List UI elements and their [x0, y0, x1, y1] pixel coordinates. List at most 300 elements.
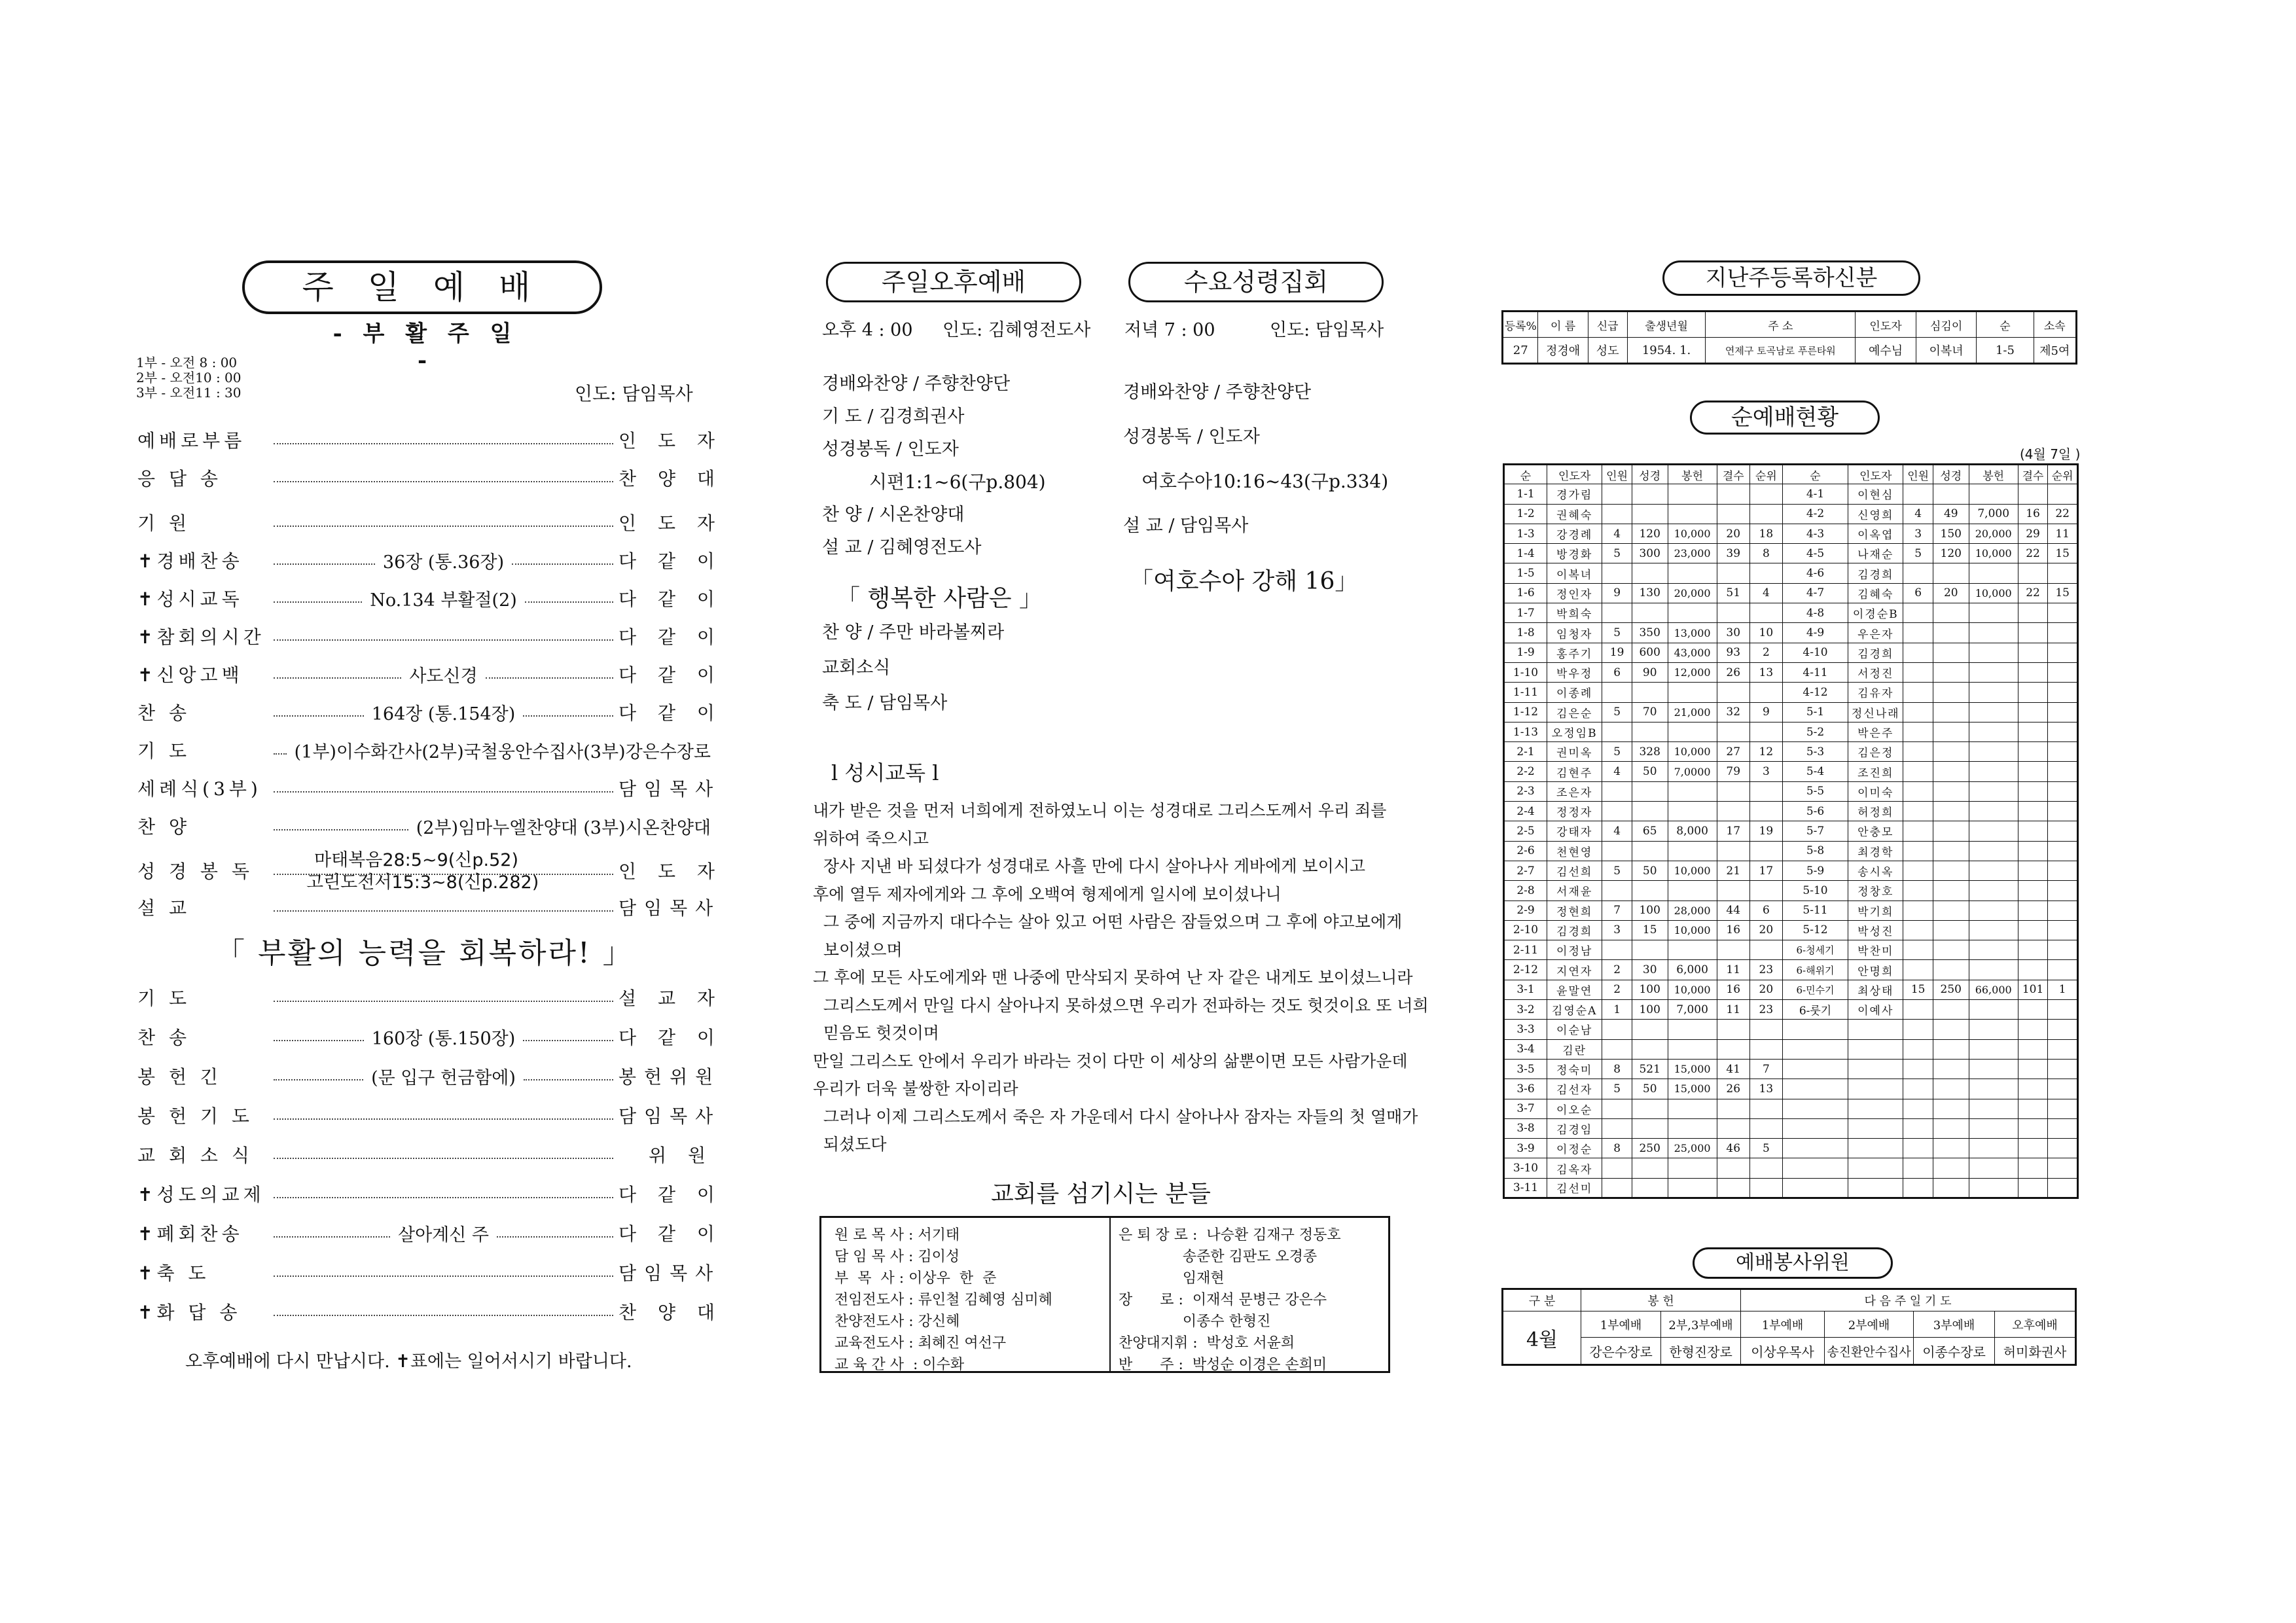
- table-cell: [1848, 1118, 1903, 1138]
- table-cell: 27: [1717, 742, 1749, 762]
- header-cell: 순위: [1749, 465, 1782, 484]
- order-label: 찬 송: [137, 1027, 190, 1048]
- table-cell: [1969, 1099, 2018, 1118]
- table-cell: 천현영: [1547, 841, 1602, 861]
- table-cell: [1749, 802, 1782, 821]
- table-cell: 이미숙: [1848, 781, 1903, 801]
- table-cell: 3: [1749, 762, 1782, 781]
- order-label: ✝화 답 송: [137, 1302, 242, 1323]
- dot-leader: [523, 1040, 613, 1041]
- header-cell: 순: [1504, 465, 1547, 484]
- table-cell: 90: [1632, 662, 1668, 682]
- order-label: 찬 송: [137, 702, 190, 724]
- table-cell: 22: [2048, 504, 2078, 524]
- registration-table: [1501, 310, 2077, 365]
- servants-box: [819, 1216, 1390, 1373]
- order-row: [137, 1061, 721, 1090]
- table-cell: [1903, 802, 1933, 821]
- table-cell: [1933, 563, 1969, 583]
- table-cell: [1848, 1139, 1903, 1158]
- table-cell: [1632, 603, 1668, 623]
- table-cell: [1632, 563, 1668, 583]
- service-committee-table: [1501, 1288, 2077, 1366]
- order-responsible: 인 도 자: [619, 512, 723, 534]
- header-cell: 봉헌: [1668, 465, 1717, 484]
- order-row: [137, 508, 723, 537]
- sub-header: 2부예배: [1825, 1311, 1914, 1338]
- table-cell: 2-3: [1504, 781, 1547, 801]
- table-cell: 5: [1602, 623, 1632, 643]
- order-responsible: 봉헌위원: [619, 1066, 721, 1088]
- header-cell: 심김이: [1916, 312, 1977, 338]
- table-row: [1504, 821, 2078, 841]
- afternoon-item: 경배와찬양 / 주향찬양단: [822, 374, 1011, 394]
- dot-leader: [274, 1197, 613, 1198]
- table-cell: [2048, 1099, 2078, 1118]
- table-cell: 7: [1749, 1059, 1782, 1079]
- service-value: 강은수장로: [1581, 1338, 1661, 1365]
- table-cell: 임청자: [1547, 623, 1602, 643]
- table-cell: 서재윤: [1547, 881, 1602, 901]
- table-cell: 2-9: [1504, 901, 1547, 920]
- table-cell: 16: [1717, 980, 1749, 999]
- table-cell: [2048, 683, 2078, 702]
- table-cell: 8: [1749, 544, 1782, 563]
- table-row: [1504, 980, 2078, 999]
- table-cell: [2018, 702, 2048, 722]
- table-cell: [2018, 861, 2048, 880]
- order-row: [137, 463, 723, 492]
- sub-header: 2부,3부예배: [1661, 1311, 1741, 1338]
- table-cell: [1969, 1039, 2018, 1059]
- header-offering: 봉 헌: [1581, 1289, 1741, 1311]
- table-cell: 2-8: [1504, 881, 1547, 901]
- table-cell: 8,000: [1668, 821, 1717, 841]
- table-cell: [1933, 722, 1969, 741]
- table-cell: 10,000: [1668, 524, 1717, 543]
- table-cell: 2-6: [1504, 841, 1547, 861]
- order-detail: 사도신경: [409, 666, 478, 687]
- servant-line: 이종수 한형진: [1119, 1313, 1271, 1330]
- dot-leader: [274, 753, 287, 755]
- service-value: 허미화권사: [1995, 1338, 2076, 1365]
- table-cell: [1749, 1099, 1782, 1118]
- table-cell: 5: [1903, 544, 1933, 563]
- table-cell: 300: [1632, 544, 1668, 563]
- table-cell: 93: [1717, 643, 1749, 662]
- table-cell: [2018, 603, 2048, 623]
- table-cell: [2018, 781, 2048, 801]
- table-cell: [1668, 1118, 1717, 1138]
- table-cell: 5-3: [1782, 742, 1848, 762]
- header-cell: 순위: [2048, 465, 2078, 484]
- table-cell: 5-6: [1782, 802, 1848, 821]
- table-cell: 1954. 1.: [1627, 338, 1706, 364]
- table-cell: 11: [1717, 960, 1749, 980]
- order-row: [137, 1022, 723, 1051]
- table-cell: 4: [1602, 524, 1632, 543]
- table-cell: [1717, 504, 1749, 524]
- table-cell: [1717, 781, 1749, 801]
- table-cell: [1848, 1039, 1903, 1059]
- table-cell: [1933, 1099, 1969, 1118]
- table-cell: [1602, 603, 1632, 623]
- table-cell: 41: [1717, 1059, 1749, 1079]
- header-cell: 등록%: [1503, 312, 1538, 338]
- order-responsible: 다 같 이: [619, 664, 723, 686]
- table-cell: 김경희: [1848, 643, 1903, 662]
- table-cell: 50: [1632, 762, 1668, 781]
- afternoon-sermon: 「 행복한 사람은 」: [836, 585, 1043, 612]
- table-cell: [1749, 781, 1782, 801]
- table-cell: 6-해위기: [1782, 960, 1848, 980]
- reading-line: 그리스도께서 만일 다시 살아나지 못하셨으면 우리가 전파하는 것도 헛것이요 또 너희: [813, 995, 1429, 1015]
- table-cell: 김혜숙: [1848, 583, 1903, 603]
- table-cell: [1969, 484, 2018, 504]
- table-cell: 이오순: [1547, 1099, 1602, 1118]
- dot-leader: [274, 563, 375, 565]
- table-cell: [2018, 643, 2048, 662]
- table-cell: [1717, 841, 1749, 861]
- table-cell: [2048, 841, 2078, 861]
- header-cell: 인도자: [1856, 312, 1916, 338]
- table-cell: 3-2: [1504, 1000, 1547, 1020]
- table-cell: [1749, 683, 1782, 702]
- table-cell: [1933, 960, 1969, 980]
- table-cell: 1-11: [1504, 683, 1547, 702]
- table-cell: 39: [1717, 544, 1749, 563]
- scripture-1: 마태복음28:5~9(신p.52): [314, 850, 518, 870]
- table-cell: [1668, 1099, 1717, 1118]
- table-cell: [1903, 861, 1933, 880]
- order-detail: 살아계신 주: [398, 1224, 489, 1245]
- table-cell: [1933, 841, 1969, 861]
- table-cell: [2048, 484, 2078, 504]
- table-cell: 2-2: [1504, 762, 1547, 781]
- table-cell: [1903, 1079, 1933, 1099]
- table-cell: [1749, 940, 1782, 960]
- table-cell: 10: [1749, 623, 1782, 643]
- table-cell: [1602, 1178, 1632, 1198]
- table-cell: [1903, 841, 1933, 861]
- table-cell: 23: [1749, 960, 1782, 980]
- dot-leader: [274, 1040, 364, 1041]
- table-cell: [1668, 881, 1717, 901]
- dot-leader: [525, 601, 613, 603]
- reading-line: 우리가 더욱 불쌍한 자이리라: [813, 1079, 1018, 1098]
- table-cell: [1668, 504, 1717, 524]
- table-cell: [1933, 940, 1969, 960]
- afternoon-item: 설 교 / 김혜영전도사: [822, 537, 982, 558]
- table-cell: 3: [1602, 920, 1632, 940]
- table-cell: [2018, 802, 2048, 821]
- table-cell: 4-5: [1782, 544, 1848, 563]
- table-row: [1504, 1178, 2078, 1198]
- table-cell: [1903, 643, 1933, 662]
- table-row: [1504, 1099, 2078, 1118]
- table-cell: [1632, 1158, 1668, 1178]
- table-cell: 박은주: [1848, 722, 1903, 741]
- table-cell: [1969, 603, 2018, 623]
- table-cell: [1749, 1118, 1782, 1138]
- table-cell: [1903, 920, 1933, 940]
- table-cell: 5-1: [1782, 702, 1848, 722]
- table-cell: [1632, 1039, 1668, 1059]
- servant-line: 원 로 목 사 : 서기태: [834, 1227, 960, 1243]
- table-cell: [1717, 603, 1749, 623]
- table-cell: [1602, 1039, 1632, 1059]
- table-row: [1504, 742, 2078, 762]
- table-cell: 지연자: [1547, 960, 1602, 980]
- table-cell: 김경임: [1547, 1118, 1602, 1138]
- table-cell: [1903, 484, 1933, 504]
- table-cell: 이경순B: [1848, 603, 1903, 623]
- table-cell: [1632, 802, 1668, 821]
- table-cell: [1602, 1118, 1632, 1138]
- table-cell: [1903, 722, 1933, 741]
- table-cell: 4-12: [1782, 683, 1848, 702]
- table-cell: 29: [2018, 524, 2048, 543]
- table-cell: [1717, 1020, 1749, 1039]
- table-cell: 김영순A: [1547, 1000, 1602, 1020]
- table-cell: 권미옥: [1547, 742, 1602, 762]
- table-cell: [2018, 1158, 2048, 1178]
- table-cell: 15: [2048, 544, 2078, 563]
- table-cell: 9: [1602, 583, 1632, 603]
- table-cell: 4: [1749, 583, 1782, 603]
- table-cell: [1903, 1020, 1933, 1039]
- table-cell: 30: [1717, 623, 1749, 643]
- table-row: [1504, 1118, 2078, 1138]
- sub-header: 1부예배: [1741, 1311, 1825, 1338]
- table-cell: 100: [1632, 901, 1668, 920]
- table-cell: 65: [1632, 821, 1668, 841]
- table-cell: 16: [1717, 920, 1749, 940]
- afternoon-order: [822, 368, 1046, 564]
- table-cell: 이복녀: [1916, 338, 1977, 364]
- table-cell: 6-룻기: [1782, 1000, 1848, 1020]
- table-cell: 10,000: [1668, 920, 1717, 940]
- table-row: [1504, 702, 2078, 722]
- table-cell: [1933, 1158, 1969, 1178]
- table-cell: [1848, 1020, 1903, 1039]
- order-responsible: 다 같 이: [619, 1223, 723, 1245]
- table-cell: [2048, 781, 2078, 801]
- table-cell: [1668, 1020, 1717, 1039]
- table-cell: 13: [1749, 1079, 1782, 1099]
- table-cell: 조은자: [1547, 781, 1602, 801]
- dot-leader: [274, 639, 613, 641]
- table-cell: [1969, 841, 2018, 861]
- table-cell: [1668, 722, 1717, 741]
- header-cell: 봉헌: [1969, 465, 2018, 484]
- table-cell: [1933, 1039, 1969, 1059]
- table-cell: 11: [2048, 524, 2078, 543]
- table-cell: [1933, 802, 1969, 821]
- dot-leader: [274, 791, 613, 793]
- table-cell: [1969, 702, 2018, 722]
- order-responsible: 찬 양 대: [619, 1302, 723, 1323]
- table-cell: [1717, 484, 1749, 504]
- table-cell: [2048, 1059, 2078, 1079]
- table-row: [1504, 722, 2078, 741]
- table-cell: [1602, 1020, 1632, 1039]
- table-cell: 강태자: [1547, 821, 1602, 841]
- order-label: ✝성도의교제: [137, 1184, 265, 1205]
- header-cell: 인원: [1602, 465, 1632, 484]
- table-cell: 정인자: [1547, 583, 1602, 603]
- table-cell: 4-7: [1782, 583, 1848, 603]
- service-leader: 인도: 담임목사: [575, 383, 693, 404]
- table-cell: [1602, 1158, 1632, 1178]
- table-cell: 이현심: [1848, 484, 1903, 504]
- table-cell: [1969, 861, 2018, 880]
- order-label: 응 답 송: [137, 468, 222, 490]
- time-2: 2부 - 오전10 : 00: [136, 370, 242, 385]
- reading-line: 장사 지낸 바 되셨다가 성경대로 사흘 만에 다시 살아나사 게바에게 보이시고: [813, 857, 1366, 876]
- servants-left: [834, 1224, 1052, 1376]
- table-cell: [1903, 662, 1933, 682]
- wednesday-sermon: 「여호수아 강해 16」: [1130, 568, 1359, 595]
- table-cell: [1602, 841, 1632, 861]
- reading-line: 만일 그리스도 안에서 우리가 바라는 것이 다만 이 세상의 삶뿐이면 모든 사람가운데: [813, 1051, 1408, 1071]
- header-cell: 인도자: [1848, 465, 1903, 484]
- dot-leader: [486, 677, 613, 679]
- order-label: 봉 헌 기 도: [137, 1105, 253, 1127]
- table-cell: 120: [1632, 524, 1668, 543]
- table-cell: [1782, 1059, 1848, 1079]
- table-cell: 4-2: [1782, 504, 1848, 524]
- table-cell: 15: [1903, 980, 1933, 999]
- table-cell: 5: [1602, 861, 1632, 880]
- order-label: 기 원: [137, 512, 190, 534]
- table-cell: 1-5: [1504, 563, 1547, 583]
- table-cell: [1632, 881, 1668, 901]
- servant-line: 찬양전도사 : 강신혜: [834, 1313, 960, 1330]
- table-cell: 3-9: [1504, 1139, 1547, 1158]
- servant-line: 전임전도사 : 류인철 김혜영 심미혜: [834, 1292, 1052, 1308]
- table-cell: [1668, 1178, 1717, 1198]
- table-cell: 5-12: [1782, 920, 1848, 940]
- order-detail: 164장 (통.154장): [371, 704, 516, 724]
- table-cell: [1749, 1178, 1782, 1198]
- order-responsible: 다 같 이: [619, 1184, 723, 1205]
- table-cell: [2048, 1178, 2078, 1198]
- table-row: [1503, 338, 2077, 364]
- responsive-reading-title: l 성시교독 l: [831, 760, 939, 785]
- table-cell: 4-6: [1782, 563, 1848, 583]
- table-cell: [1933, 1139, 1969, 1158]
- table-cell: 7,000: [1969, 504, 2018, 524]
- table-cell: [1969, 1000, 2018, 1020]
- table-cell: [1933, 643, 1969, 662]
- table-cell: 20: [1749, 980, 1782, 999]
- table-cell: [1602, 881, 1632, 901]
- table-cell: [1903, 1158, 1933, 1178]
- table-cell: 17: [1717, 821, 1749, 841]
- table-cell: 30: [1632, 960, 1668, 980]
- table-cell: 32: [1717, 702, 1749, 722]
- reading-line: 그러나 이제 그리스도께서 죽은 자 가운데서 다시 살아나사 잠자는 자들의 첫 열매가: [813, 1107, 1418, 1126]
- wednesday-time: 저녁 7 : 00: [1124, 320, 1215, 340]
- table-cell: 4-9: [1782, 623, 1848, 643]
- table-cell: [2048, 702, 2078, 722]
- table-cell: 4-1: [1782, 484, 1848, 504]
- table-cell: [1933, 1000, 1969, 1020]
- header-cell: 소속: [2034, 312, 2076, 338]
- table-cell: 8: [1602, 1059, 1632, 1079]
- table-cell: 13: [1749, 662, 1782, 682]
- table-cell: [2018, 841, 2048, 861]
- table-cell: 15,000: [1668, 1079, 1717, 1099]
- order-row: [137, 893, 721, 921]
- table-cell: 3-6: [1504, 1079, 1547, 1099]
- servants-title: 교회를 섬기시는 분들: [991, 1181, 1211, 1207]
- order-label: 찬 양: [137, 816, 190, 838]
- table-cell: [2018, 762, 2048, 781]
- table-cell: [1903, 781, 1933, 801]
- table-cell: [1969, 662, 2018, 682]
- dot-leader: [274, 1158, 613, 1159]
- table-cell: [1933, 742, 1969, 762]
- sub-header: 3부예배: [1914, 1311, 1995, 1338]
- table-cell: [2048, 920, 2078, 940]
- afternoon-item: 성경봉독 / 인도자: [822, 439, 959, 459]
- order-responsible: 다 같 이: [619, 1027, 723, 1048]
- table-cell: [2018, 1000, 2048, 1020]
- table-cell: [1668, 484, 1717, 504]
- service-value: 이상우목사: [1741, 1338, 1825, 1365]
- table-cell: [1717, 940, 1749, 960]
- table-cell: 오정임B: [1547, 722, 1602, 741]
- table-cell: [2018, 1118, 2048, 1138]
- table-cell: [1717, 563, 1749, 583]
- attendance-table: [1503, 463, 2079, 1199]
- order-label: 예배로부름: [137, 430, 246, 452]
- table-cell: 130: [1632, 583, 1668, 603]
- order-responsible: 다 같 이: [619, 702, 723, 724]
- table-cell: [1903, 1000, 1933, 1020]
- table-cell: [1969, 1020, 2018, 1039]
- table-cell: [1632, 722, 1668, 741]
- servant-line: 송준한 김판도 오경종: [1119, 1249, 1318, 1265]
- afternoon-order-2: [822, 615, 1004, 721]
- table-row: [1504, 662, 2078, 682]
- table-cell: 제5여: [2034, 338, 2076, 364]
- table-cell: [2048, 960, 2078, 980]
- time-1: 1부 - 오전 8 : 00: [136, 355, 238, 370]
- table-cell: 허정희: [1848, 802, 1903, 821]
- table-cell: [1903, 1178, 1933, 1198]
- table-cell: [1782, 1178, 1848, 1198]
- table-cell: [2048, 821, 2078, 841]
- order-label: 성 경 봉 독: [137, 861, 253, 882]
- table-cell: 방경화: [1547, 544, 1602, 563]
- table-cell: [1632, 683, 1668, 702]
- table-cell: 3-7: [1504, 1099, 1547, 1118]
- table-cell: 600: [1632, 643, 1668, 662]
- reading-line: 믿음도 헛것이며: [813, 1024, 939, 1043]
- table-cell: [1969, 802, 2018, 821]
- table-cell: 정경애: [1538, 338, 1588, 364]
- table-cell: [1933, 683, 1969, 702]
- table-cell: 328: [1632, 742, 1668, 762]
- dot-leader: [274, 1315, 613, 1316]
- afternoon-scripture: 시편1:1~6(구p.804): [869, 471, 1046, 493]
- table-row: [1504, 1000, 2078, 1020]
- table-cell: 성도: [1588, 338, 1627, 364]
- table-cell: 25,000: [1668, 1139, 1717, 1158]
